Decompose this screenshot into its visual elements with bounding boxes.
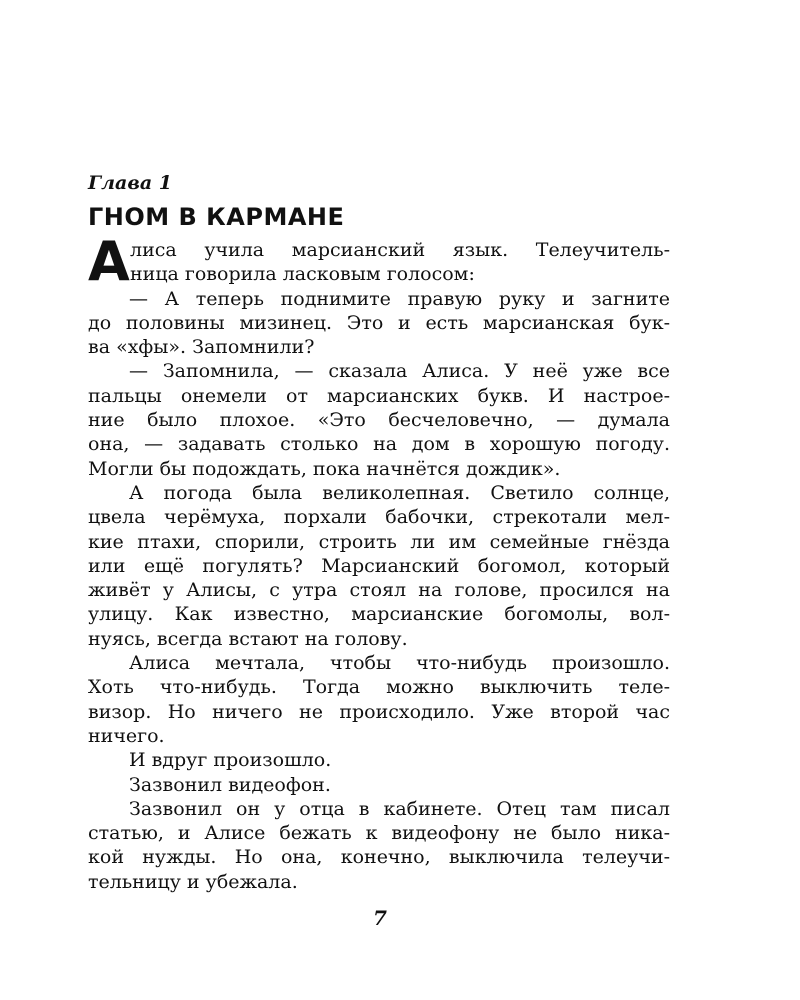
text-line: кой нужды. Но она, конечно, выключила телеучи- xyxy=(88,846,670,869)
text-line: ничего. xyxy=(88,724,165,747)
text-line: тельницу и убежала. xyxy=(88,870,298,893)
text-line: она, — задавать столько на дом в хорошую погоду. xyxy=(88,433,670,456)
text-line: или ещё погулять? Марсианский богомол, который xyxy=(88,554,670,577)
text-line: И вдруг произошло. xyxy=(129,749,332,772)
text-line: статью, и Алисе бежать к видеофону не было ника- xyxy=(88,822,670,845)
chapter-label: Глава 1 xyxy=(88,172,172,194)
text-line: нуясь, всегда встают на голову. xyxy=(88,627,408,650)
body-text xyxy=(88,230,670,894)
text-line: А погода была великолепная. Светило солнце, xyxy=(129,481,670,504)
chapter-title: ГНОМ В КАРМАНЕ xyxy=(88,203,345,231)
text-line: цвела черёмуха, порхали бабочки, стрекотали мел- xyxy=(88,506,670,529)
text-line: — Запомнила, — сказала Алиса. У неё уже все xyxy=(129,360,670,383)
text-line: кие птахи, спорили, строить ли им семейные гнёзда xyxy=(88,530,670,553)
drop-cap: А xyxy=(88,230,130,293)
text-line: — А теперь поднимите правую руку и загните xyxy=(129,287,670,310)
text-line: Могли бы подождать, пока начнётся дождик». xyxy=(88,457,561,480)
text-line: Зазвонил видеофон. xyxy=(129,773,331,796)
text-line: лиса учила марсианский язык. Телеучитель- xyxy=(130,239,670,261)
text-line: Зазвонил он у отца в кабинете. Отец там писал xyxy=(129,797,670,820)
text-line: ва «хфы». Запомнили? xyxy=(88,336,315,359)
text-line: улицу. Как известно, марсианские богомолы, вол- xyxy=(88,603,670,626)
text-line: визор. Но ничего не происходило. Уже второй час xyxy=(88,700,670,723)
text-line: ница говорила ласковым голосом: xyxy=(130,263,475,286)
text-line: Алиса мечтала, чтобы что-нибудь произошло. xyxy=(129,652,670,675)
text-line: живёт у Алисы, с утра стоял на голове, просился на xyxy=(88,579,670,602)
text-line: ние было плохое. «Это бесчеловечно, — думала xyxy=(88,409,670,432)
text-line: пальцы онемели от марсианских букв. И настрое- xyxy=(88,384,670,407)
text-line: Хоть что-нибудь. Тогда можно выключить теле- xyxy=(88,676,670,699)
page-number: 7 xyxy=(373,906,387,930)
text-line: до половины мизинец. Это и есть марсианская бук- xyxy=(88,311,670,334)
